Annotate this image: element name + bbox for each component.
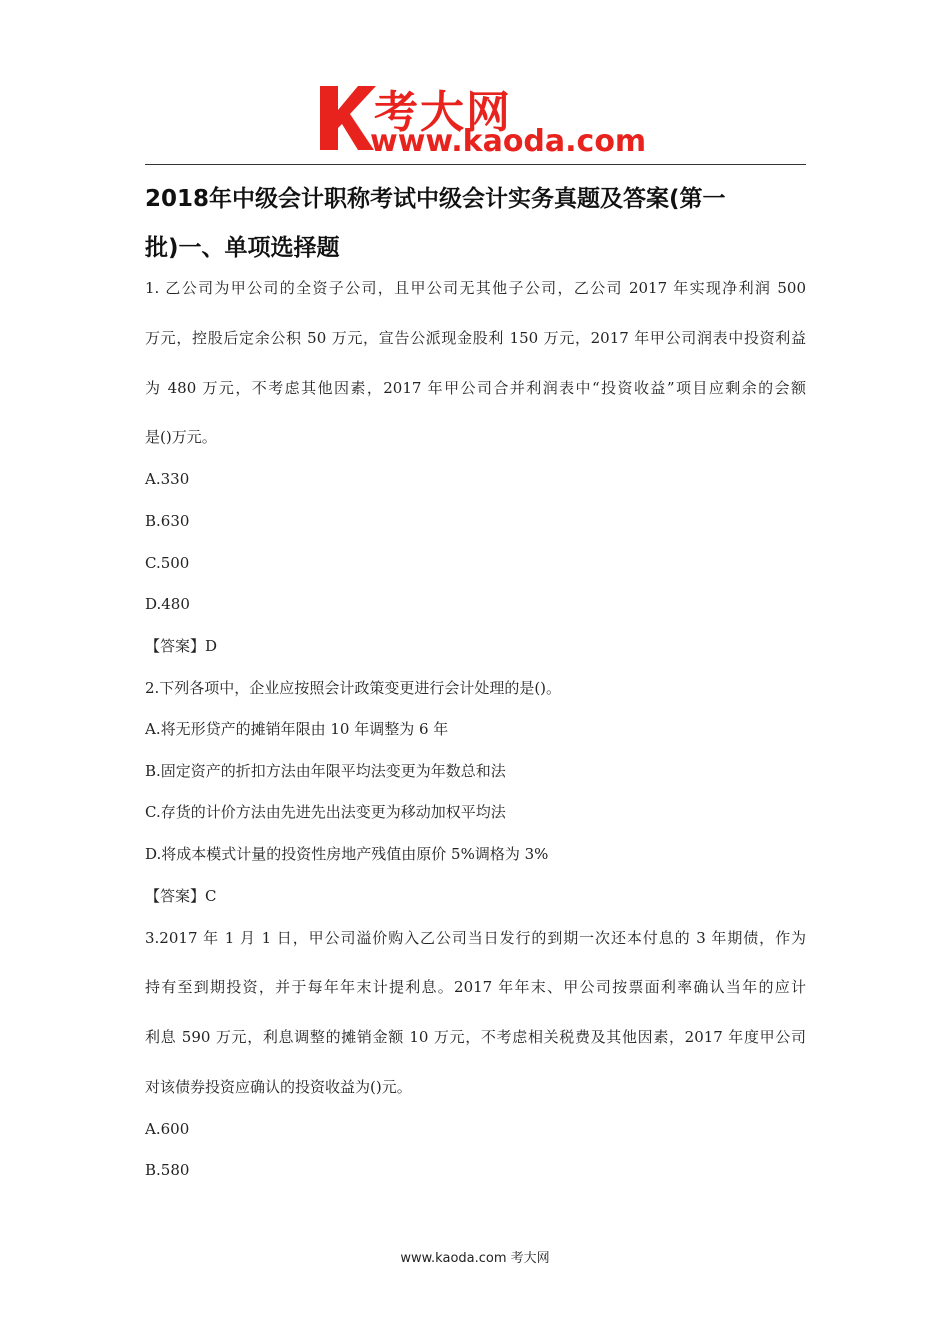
header-divider bbox=[145, 164, 806, 165]
q3-stem-line-1: 3.2017 年 1 月 1 日，甲公司溢价购入乙公司当日发行的到期一次还本付息的 3 年期债，作为 bbox=[145, 929, 806, 947]
q3-stem-line-3: 利息 590 万元，利息调整的摊销金额 10 万元，不考虑相关税费及其他因素，2017 年度甲公司 bbox=[145, 1028, 806, 1046]
q2-option-a: A.将无形贷产的摊销年限由 10 年调整为 6 年 bbox=[145, 720, 449, 738]
q1-stem-line-4: 是()万元。 bbox=[145, 428, 217, 446]
logo bbox=[318, 80, 647, 160]
q1-option-a: A.330 bbox=[145, 470, 190, 488]
q1-stem-line-2: 万元，控股后定余公积 50 万元，宣告公派现金股利 150 万元，2017 年甲公司润表中投资利益 bbox=[145, 329, 806, 347]
q3-option-a: A.600 bbox=[145, 1120, 190, 1138]
logo-url: www.kaoda.com bbox=[370, 124, 647, 159]
q3-stem-line-2: 持有至到期投资，并于每年年末计提利息。2017 年年末、甲公司按票面利率确认当年的应计 bbox=[145, 978, 806, 996]
q2-stem: 2.下列各项中，企业应按照会计政策变更进行会计处理的是()。 bbox=[145, 679, 562, 697]
q2-option-b: B.固定资产的折扣方法由年限平均法变更为年数总和法 bbox=[145, 762, 506, 780]
document-title-line-2: 批)一、单项选择题 bbox=[145, 235, 340, 261]
q1-option-b: B.630 bbox=[145, 512, 190, 530]
q2-option-c: C.存货的计价方法由先进先出法变更为移动加权平均法 bbox=[145, 803, 506, 821]
q2-answer: 【答案】C bbox=[145, 887, 217, 905]
q1-option-d: D.480 bbox=[145, 595, 190, 613]
q1-stem-line-1: 1. 乙公司为甲公司的全资子公司，且甲公司无其他子公司，乙公司 2017 年实现净利润 500 bbox=[145, 279, 806, 297]
q1-answer: 【答案】D bbox=[145, 637, 218, 655]
q1-option-c: C.500 bbox=[145, 554, 190, 572]
q3-option-b: B.580 bbox=[145, 1161, 190, 1179]
q3-stem-line-4: 对该债券投资应确认的投资收益为()元。 bbox=[145, 1078, 412, 1096]
q2-option-d: D.将成本模式计量的投资性房地产残值由原价 5%调格为 3% bbox=[145, 845, 549, 863]
k-logo-icon bbox=[318, 80, 378, 152]
page-footer: www.kaoda.com 考大网 bbox=[400, 1251, 550, 1266]
document-title-line-1: 2018年中级会计职称考试中级会计实务真题及答案(第一 bbox=[145, 186, 726, 212]
q1-stem-line-3: 为 480 万元，不考虑其他因素，2017 年甲公司合并利润表中“投资收益”项目应剩余的会额 bbox=[145, 379, 806, 397]
logo-chinese-name: 考大网 bbox=[374, 87, 512, 138]
